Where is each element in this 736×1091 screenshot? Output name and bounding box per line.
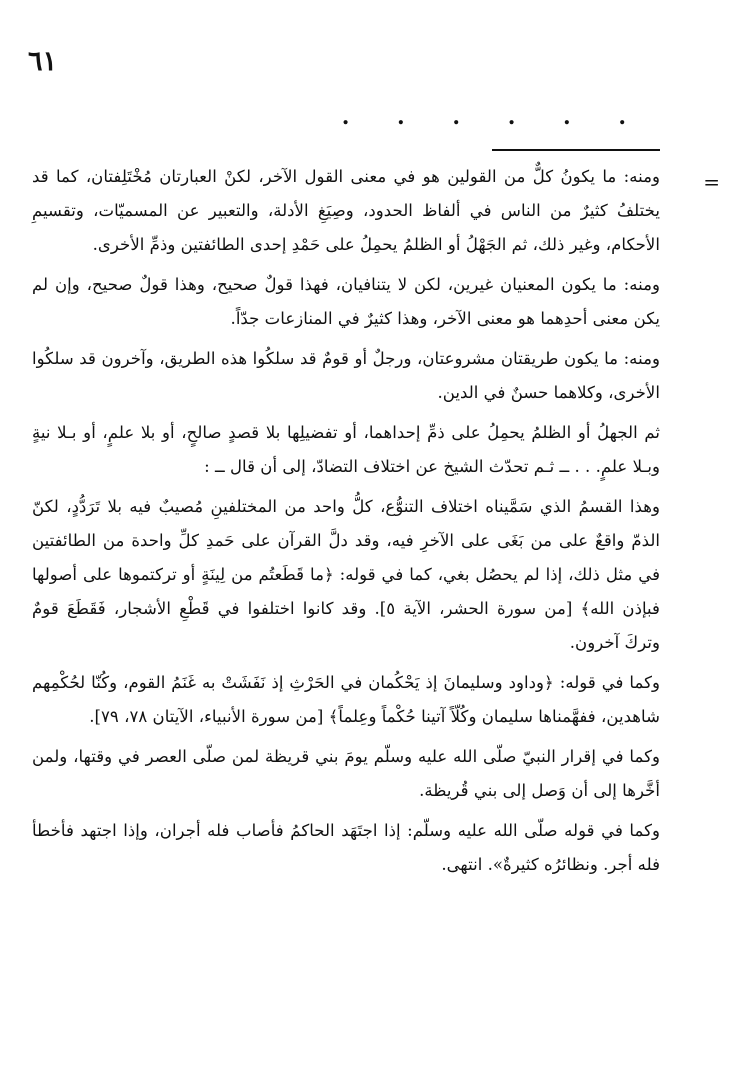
- paragraph: ثم الجهلُ أو الظلمُ يحمِلُ على ذمِّ إحداهما، أو تفضيلِها بلا قصدٍ صالحٍ، أو بلا علمٍ، أو بـلا نيةٍ وبـلا علمٍ. . . ــ ثـم تحدّث الشيخ عن اختلاف التضادّ، إلى أن قال ــ :: [32, 423, 660, 476]
- paragraph: وهذا القسمُ الذي سَمَّيناه اختلاف التنوُّع، كلُّ واحد من المختلفينِ مُصيبٌ فيه بلا تَرَدُّدٍ، لكنّ الذمّ واقعٌ على من بَغَى على الآخرِ فيه، وقد دلَّ القرآن على حَمدِ كلِّ واحدة من الطائفتين في مثل ذلك، إذا لم يحصُل بغي، كما في قوله: ﴿ما قَطَعتُم من لِينَةٍ أو تركتموها على أصولها فبإذن الله﴾ [من سورة الحشر، الآية ٥]. وقد كانوا اختلفوا في قَطْعِ الأشجار، فَقَطَعَ قومٌ وتركَ آخرون.: [32, 497, 660, 652]
- ellipsis-separator: . . . . . .: [341, 104, 646, 130]
- footnote-rule: [492, 149, 660, 151]
- paragraph: وكما في إقرار النبيّ صلّى الله عليه وسلّم يومَ بني قريظة لمن صلّى العصر في وقتها، ولمن أخَّرها إلى أن وَصل إلى بني قُريظة.: [32, 747, 660, 800]
- continuation-mark: =: [703, 170, 720, 194]
- paragraph: وكما في قوله صلّى الله عليه وسلّم: إذا اجتَهَد الحاكمُ فأصاب فله أجران، وإذا اجتهد فأخطأ فله أجر. ونظائرُه كثيرةٌ». انتهى.: [32, 821, 660, 874]
- paragraph: ومنه: ما يكون طريقتان مشروعتان، ورجلٌ أو قومٌ قد سلكُوا هذه الطريق، وآخرون قد سلكُوا الأخرى، وكلاهما حسنٌ في الدين.: [32, 349, 660, 402]
- body-text: [32, 160, 660, 888]
- page-number: ٦١: [28, 46, 58, 77]
- paragraph: ومنه: ما يكونُ كلٌّ من القولين هو في معنى القول الآخر، لكنْ العبارتان مُخْتَلِفتان، كما قد يختلفُ كثيرٌ من الناس في ألفاظ الحدود، وصِيَغِ الأدلة، والتعبير عن المسميّات، وتقسيمِ الأحكام، وغير ذلك، ثم الجَهْلُ أو الظلمُ يحمِلُ على حَمْدِ إحدى الطائفتين وذمِّ الأخرى.: [32, 167, 660, 254]
- paragraph: ومنه: ما يكون المعنيان غيرين، لكن لا يتنافيان، فهذا قولٌ صحيح، وهذا قولٌ صحيح، وإن لم يكن معنى أحدِهما هو معنى الآخر، وهذا كثيرٌ في المنازعات جدّاً.: [32, 275, 660, 328]
- paragraph: وكما في قوله: ﴿وداود وسليمانَ إذ يَحْكُمان في الحَرْثِ إذ نَفَشَتْ به غَنَمُ القوم، وكُنّا لحُكْمِهم شاهدين، ففهَّمناها سليمان وكُلّاً آتينا حُكْماً وعِلماً﴾ [من سورة الأنبياء، الآيتان ٧٨، ٧٩].: [32, 673, 660, 726]
